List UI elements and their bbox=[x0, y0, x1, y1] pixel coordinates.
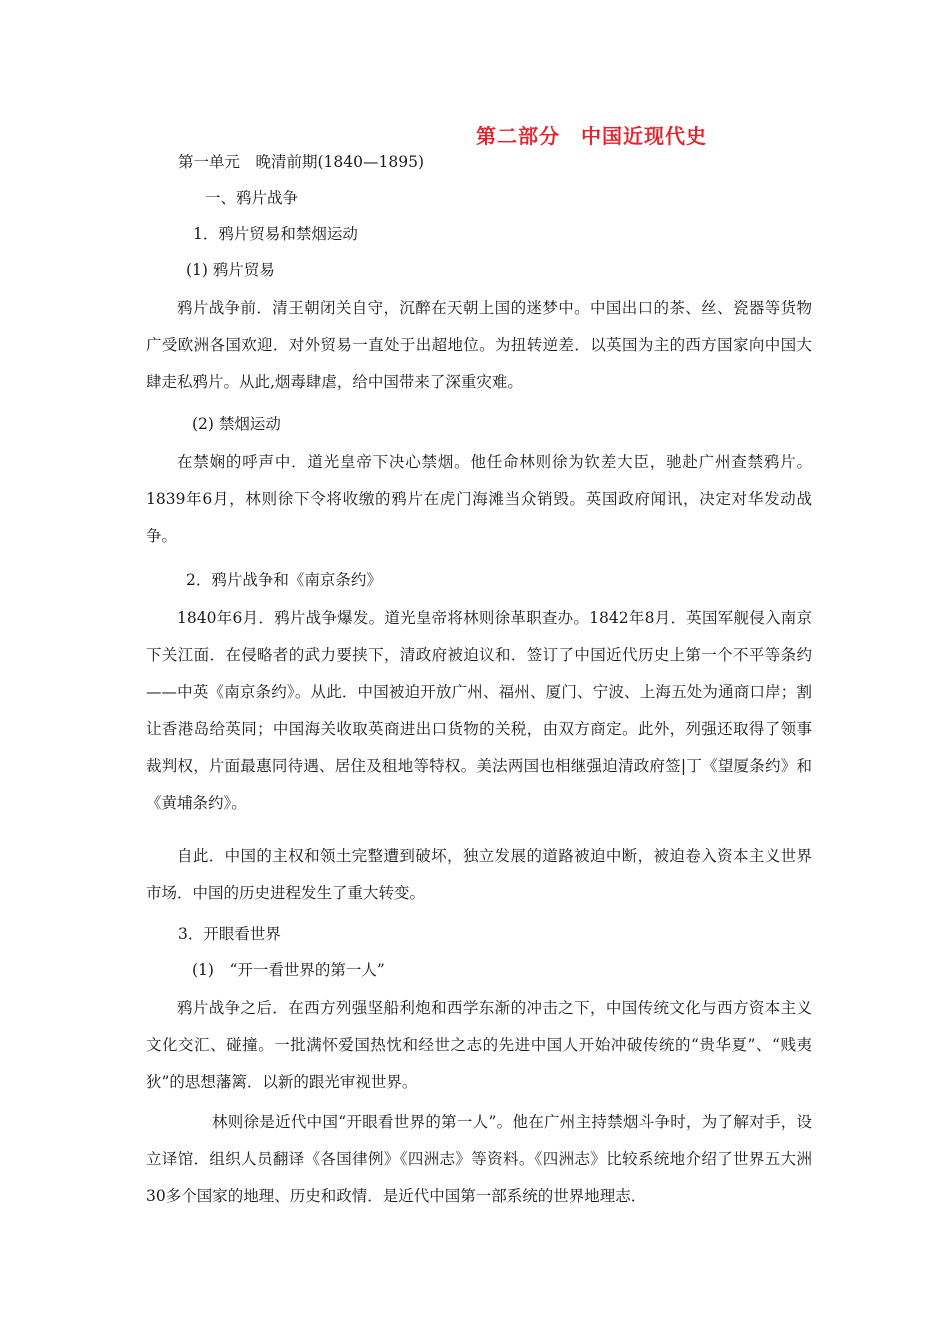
subsection-heading: (2) 禁烟运动 bbox=[192, 415, 281, 433]
paragraph-text: 1840年6月．鸦片战争爆发。道光皇帝将林则徐革职查办。1842年8月．英国军舰侵入南京下关江面．在侵略者的武力要挟下，清政府被迫议和．签订了中国近代历史上第一个不平等条约——中英《南京条约》。从此．中国被迫开放广州、福州、厦门、宁波、上海五处为通商口岸；割让香港岛给英同；中国海关收取英商进出口货物的关税，由双方商定。此外，列强还取得了领事裁判权，片面最惠同待遇、居住及租地等特权。美法两国也相继强迫清政府签|丁《望厦条约》和《黄埔条约》。 bbox=[146, 609, 812, 812]
paragraph bbox=[146, 838, 812, 912]
paragraph bbox=[146, 1104, 812, 1215]
section-heading: 一、鸦片战争 bbox=[205, 189, 299, 207]
subsection-heading: (1) “开一看世界的第一人” bbox=[192, 961, 385, 979]
paragraph-text: 在禁娴的呼声中．道光皇帝下决心禁烟。他任命林则徐为钦差大臣，驰赴广州查禁鸦片。1839年6月，林则徐下令将收缴的鸦片在虎门海滩当众销毁。英国政府闻讯，决定对华发动战争。 bbox=[146, 453, 812, 545]
paragraph bbox=[146, 990, 812, 1101]
paragraph bbox=[146, 600, 812, 822]
subsection-heading: (1) 鸦片贸易 bbox=[186, 261, 275, 279]
paragraph-text: 林则徐是近代中国“开眼看世界的第一人”。他在广州主持禁烟斗争时，为了解对手，设立译馆．组织人员翻译《各国律例》《四洲志》等资料。《四洲志》比较系统地介绍了世界五大洲30多个国家的地理、历史和政情．是近代中国第一部系统的世界地理志． bbox=[146, 1113, 812, 1205]
subsection-heading: 2．鸦片战争和《南京条约》 bbox=[186, 571, 382, 589]
paragraph-text: 鸦片战争之后．在西方列强坚船利炮和西学东渐的冲击之下，中国传统文化与西方资本主义文化交汇、碰撞。一批满怀爱国热忱和经世之志的先进中国人开始冲破传统的“贵华夏”、“贱夷狄”的思想藩篱．以新的跟光审视世界。 bbox=[146, 999, 812, 1091]
paragraph bbox=[146, 444, 812, 555]
page-title: 第二部分 中国近现代史 bbox=[476, 124, 707, 148]
unit-heading: 第一单元 晚清前期(1840—1895) bbox=[178, 153, 424, 171]
paragraph bbox=[146, 290, 812, 401]
subsection-heading: 3．开眼看世界 bbox=[178, 925, 281, 943]
paragraph-text: 鸦片战争前．清王朝闭关自守，沉醉在天朝上国的迷梦中。中国出口的茶、丝、瓷器等货物广受欧洲各国欢迎．对外贸易一直处于出超地位。为扭转逆差．以英国为主的西方国家向中国大肆走私鸦片。从此,烟毒肆虐，给中国带来了深重灾难。 bbox=[146, 299, 812, 391]
paragraph-text: 自此．中国的主权和领土完整遭到破坏，独立发展的道路被迫中断，被迫卷入资本主义世界市场．中国的历史进程发生了重大转变。 bbox=[146, 847, 812, 902]
subsection-heading: 1．鸦片贸易和禁烟运动 bbox=[193, 225, 358, 243]
